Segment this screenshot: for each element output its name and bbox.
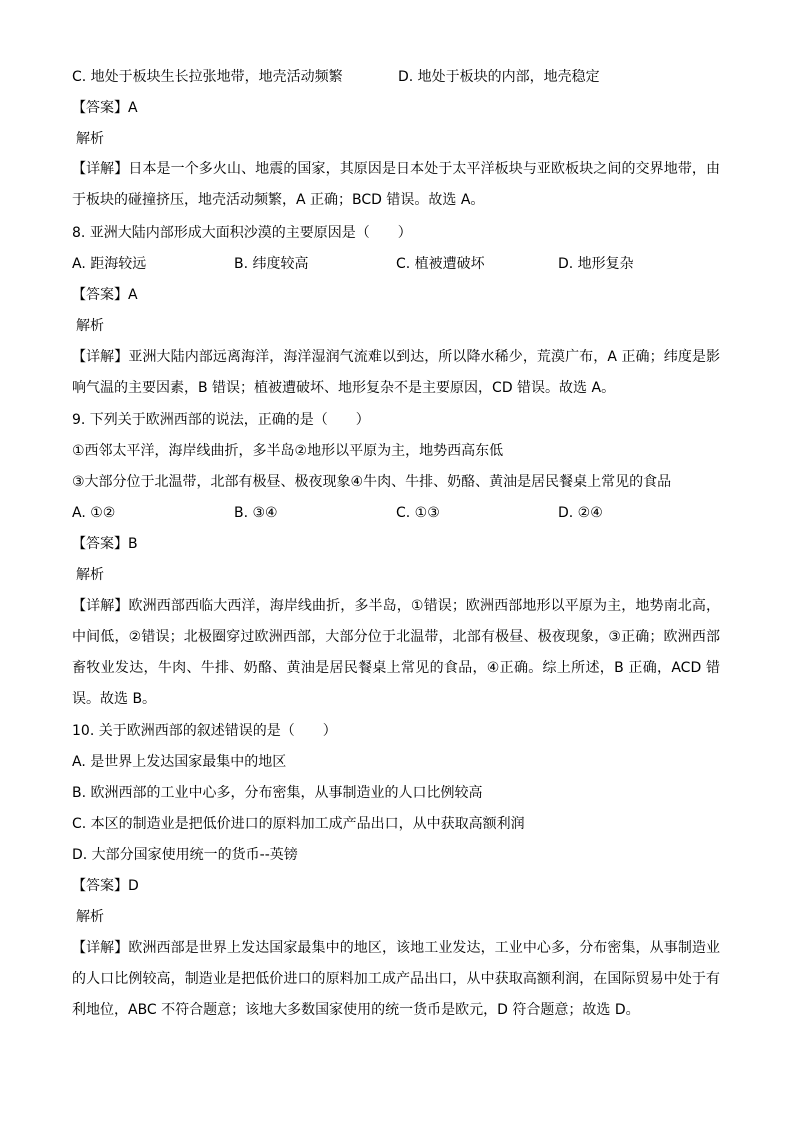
q7-analysis-heading: 解析: [76, 131, 104, 147]
answer-value: A: [128, 100, 138, 116]
q8-option-d: D. 地形复杂: [558, 256, 634, 272]
answer-tag: 【答案】: [72, 287, 128, 303]
q10-option-a: A. 是世界上发达国家最集中的地区: [72, 754, 287, 770]
q10-analysis-heading: 解析: [76, 909, 104, 925]
q9-stem: 9. 下列关于欧洲西部的说法，正确的是（ ）: [72, 412, 370, 428]
q8-option-b: B. 纬度较高: [234, 256, 309, 272]
detail-tag: 【详解】: [72, 161, 129, 177]
q9-detail: [72, 591, 720, 715]
q8-option-a: A. 距海较远: [72, 256, 147, 272]
q9-option-d: D. ②④: [558, 505, 603, 521]
q9-option-a: A. ①②: [72, 505, 116, 521]
q7-answer: [72, 97, 138, 119]
q10-option-d: D. 大部分国家使用统一的货币--英镑: [72, 847, 298, 863]
detail-tag: 【详解】: [72, 940, 129, 956]
answer-tag: 【答案】: [72, 878, 128, 894]
q9-answer: [72, 533, 138, 555]
q10-answer: [72, 875, 139, 897]
q9-statement-line-2: ③大部分位于北温带，北部有极昼、极夜现象④牛肉、牛排、奶酪、黄油是居民餐桌上常见的食品: [72, 474, 672, 490]
answer-value: B: [128, 536, 138, 552]
q7-option-d: D. 地处于板块的内部，地壳稳定: [398, 69, 600, 85]
q9-option-b: B. ③④: [234, 505, 278, 521]
detail-tag: 【详解】: [72, 598, 129, 614]
q10-option-b: B. 欧洲西部的工业中心多，分布密集，从事制造业的人口比例较高: [72, 785, 483, 801]
answer-tag: 【答案】: [72, 100, 128, 116]
q8-answer: [72, 284, 138, 306]
answer-value: A: [128, 287, 138, 303]
q10-detail: [72, 933, 720, 1026]
answer-tag: 【答案】: [72, 536, 128, 552]
q10-option-c: C. 本区的制造业是把低价进口的原料加工成产品出口，从中获取高额利润: [72, 816, 525, 832]
detail-tag: 【详解】: [72, 349, 129, 365]
q7-option-c: C. 地处于板块生长拉张地带，地壳活动频繁: [72, 69, 343, 85]
q9-statement-line-1: ①西邻太平洋，海岸线曲折，多半岛②地形以平原为主，地势西高东低: [72, 443, 504, 459]
detail-text: 欧洲西部是世界上发达国家最集中的地区，该地工业发达，工业中心多，分布密集，从事制造业的人口比例较高，制造业是把低价进口的原料加工成产品出口，从中获取高额利润，在国际贸易中处于有利地位，ABC 不符合题意；该地大多数国家使用的统一货币是欧元，D 符合题意；故选 D。: [72, 940, 721, 1018]
detail-text: 欧洲西部西临大西洋，海岸线曲折，多半岛，①错误；欧洲西部地形以平原为主，地势南北高，中间低，②错误；北极圈穿过欧洲西部，大部分位于北温带，北部有极昼、极夜现象，③正确；欧洲西部畜牧业发达，牛肉、牛排、奶酪、黄油是居民餐桌上常见的食品，④正确。综上所述，B 正确，ACD 错误。故选 B。: [72, 598, 720, 707]
q10-stem: 10. 关于欧洲西部的叙述错误的是（ ）: [72, 723, 337, 739]
q7-detail: [72, 154, 720, 216]
detail-text: 日本是一个多火山、地震的国家，其原因是日本处于太平洋板块与亚欧板块之间的交界地带，由于板块的碰撞挤压，地壳活动频繁，A 正确；BCD 错误。故选 A。: [72, 161, 721, 208]
detail-text: 亚洲大陆内部远离海洋，海洋湿润气流难以到达，所以降水稀少，荒漠广布，A 正确；纬度是影响气温的主要因素，B 错误；植被遭破坏、地形复杂不是主要原因，CD 错误。故选 A。: [72, 349, 721, 396]
q8-stem: 8. 亚洲大陆内部形成大面积沙漠的主要原因是（ ）: [72, 225, 412, 241]
q8-analysis-heading: 解析: [76, 318, 104, 334]
q9-option-c: C. ①③: [396, 505, 440, 521]
q9-analysis-heading: 解析: [76, 567, 104, 583]
q8-option-c: C. 植被遭破坏: [396, 256, 485, 272]
answer-value: D: [128, 878, 139, 894]
q8-detail: [72, 342, 720, 404]
